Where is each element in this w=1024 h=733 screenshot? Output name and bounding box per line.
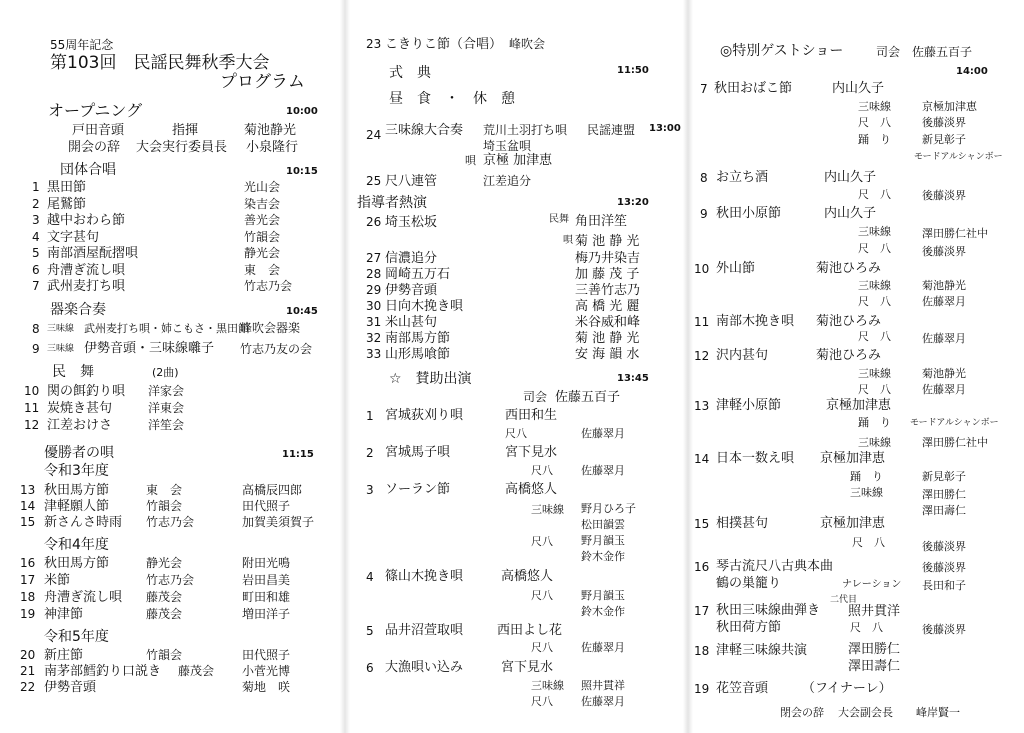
program-text: 加 藤 茂 子	[575, 267, 640, 282]
program-text: 荒川土羽打ち唄	[483, 123, 568, 137]
program-text: 尺八	[531, 535, 553, 548]
program-text: 秋田小原節	[716, 206, 782, 221]
program-text: 江差おけさ	[47, 418, 113, 433]
program-text: 秋田三味線曲弾き	[716, 603, 821, 618]
program-text: 佐藤五百子	[555, 390, 621, 405]
program-text: 内山久子	[832, 81, 885, 96]
program-text: 令和5年度	[44, 629, 109, 645]
program-text: 尺八	[531, 464, 553, 477]
program-text: 京極加津恵	[820, 451, 886, 466]
program-text: 31	[366, 315, 382, 329]
program-text: 尺八	[505, 427, 527, 440]
program-text: 澤田壽仁	[922, 504, 966, 517]
program-text: 27	[366, 251, 382, 265]
program-text: 田代照子	[242, 499, 291, 513]
program-text: 民 舞	[52, 364, 94, 380]
program-text: 三味線	[47, 324, 75, 334]
program-text: 後藤淡界	[922, 245, 966, 258]
program-text: 花笠音頭	[716, 681, 769, 696]
program-text: 13:00	[649, 123, 681, 134]
program-text: 17	[694, 604, 710, 618]
program-text: 岡崎五万石	[385, 267, 451, 282]
program-text: お立ち酒	[716, 170, 769, 185]
program-text: 後藤淡界	[922, 561, 966, 574]
program-text: 32	[366, 331, 382, 345]
program-text: 戸田音頭	[72, 123, 125, 138]
program-text: 南部馬方節	[385, 331, 451, 346]
program-text: 14:00	[956, 66, 988, 77]
program-text: 3	[366, 483, 374, 497]
program-text: 19	[694, 682, 710, 696]
program-text: 5	[32, 246, 40, 260]
program-text: 10	[694, 262, 710, 276]
program-text: 竹韻会	[146, 499, 183, 513]
program-text: 野月韻玉	[581, 589, 625, 602]
program-text: 染吉会	[244, 197, 281, 211]
program-text: 6	[32, 263, 40, 277]
program-text: 光山会	[244, 180, 281, 194]
program-text: 鈴木金作	[581, 605, 625, 618]
program-text: 13:20	[617, 197, 649, 208]
program-text: 16	[694, 560, 710, 574]
program-text: 後藤淡界	[922, 623, 966, 636]
program-text: 19	[20, 607, 36, 621]
program-text: 33	[366, 347, 382, 361]
program-text: 日本一数え唄	[716, 451, 795, 466]
program-text: 踊 り	[858, 133, 891, 146]
program-text: ソーラン節	[385, 482, 451, 497]
program-text: (2曲)	[152, 366, 179, 379]
program-text: 竹韻会	[244, 230, 281, 244]
program-text: 藤茂会	[178, 664, 215, 678]
program-text: 7	[700, 82, 708, 96]
program-text: 4	[32, 230, 40, 244]
program-text: 15	[20, 515, 36, 529]
program-text: 越中おわら節	[47, 213, 126, 228]
program-text: 30	[366, 299, 382, 313]
program-text: 22	[20, 680, 36, 694]
program-text: 後藤淡界	[922, 116, 966, 129]
program-text: 14	[694, 452, 710, 466]
program-text: 三善竹志乃	[575, 283, 641, 298]
program-text: 式 典	[389, 65, 431, 81]
program-text: 京極加津恵	[826, 398, 892, 413]
program-text: 伊勢音頭	[44, 680, 97, 695]
program-text: 野月ひろ子	[581, 502, 636, 515]
program-text: 菊池ひろみ	[816, 314, 882, 329]
program-text: 津軽願人節	[44, 499, 110, 514]
program-text: 三味線	[858, 436, 891, 449]
program-text: 7	[32, 279, 40, 293]
program-text: 三味線大合奏	[385, 123, 464, 138]
program-text: 8	[32, 322, 40, 336]
program-text: 25	[366, 174, 382, 188]
program-text: 峰吹会器楽	[240, 321, 301, 335]
program-text: 尺八	[531, 641, 553, 654]
program-text: 静光会	[244, 246, 281, 260]
program-text: 11	[24, 401, 40, 415]
program-text: 唄	[465, 154, 476, 167]
program-text: 沢内甚句	[716, 348, 769, 363]
program-text: モードアルシャンボー	[910, 418, 999, 428]
program-text: 高 橋 光 麗	[575, 299, 640, 314]
program-text: 東 会	[146, 483, 183, 497]
program-text: 9	[32, 342, 40, 356]
program-text: 宮下見水	[505, 445, 558, 460]
program-text: 野月韻玉	[581, 534, 625, 547]
program-text: 三味線	[47, 344, 75, 354]
program-text: 津軽小原節	[716, 398, 782, 413]
program-text: 4	[366, 570, 374, 584]
program-text: 伊勢音頭	[385, 283, 438, 298]
program-text: 竹志乃友の会	[240, 342, 313, 356]
program-text: 津軽三味線共演	[716, 643, 808, 658]
program-text: 23	[366, 37, 382, 51]
program-text: 三味線	[858, 367, 891, 380]
program-text: 峰吹会	[509, 37, 546, 51]
program-text: 29	[366, 283, 382, 297]
program-text: 小泉隆行	[246, 140, 299, 155]
program-text: 藤茂会	[146, 590, 183, 604]
program-text: 照井貫祥	[581, 679, 625, 692]
program-text: 品井沼萱取唄	[385, 623, 464, 638]
program-text: 民謡連盟	[587, 123, 636, 137]
program-text: 16	[20, 556, 36, 570]
program-text: 佐藤五百子	[912, 45, 973, 59]
program-text: 大漁唄い込み	[385, 660, 464, 675]
program-text: 三味線	[858, 100, 891, 113]
program-text: 相撲甚句	[716, 516, 769, 531]
program-text: 南部木挽き唄	[716, 314, 795, 329]
program-text: 三味線	[858, 225, 891, 238]
program-text: 15	[694, 517, 710, 531]
program-text: 高橋悠人	[501, 569, 554, 584]
program-text: 三味線	[531, 679, 564, 692]
program-text: 竹志乃会	[244, 279, 293, 293]
program-text: 澤田壽仁	[848, 659, 901, 674]
program-text: 山形馬喰節	[385, 347, 451, 362]
program-text: 澤田勝仁	[848, 642, 901, 657]
program-text: 新見彰子	[922, 470, 966, 483]
program-text: 内山久子	[824, 206, 877, 221]
program-text: 昼 食 ・ 休 憩	[389, 91, 515, 107]
program-text: 埼玉盆唄	[483, 139, 532, 153]
program-text: 竹韻会	[146, 648, 183, 662]
program-text: 岩田昌美	[242, 573, 291, 587]
program-text: 菊池静光	[922, 279, 966, 292]
program-text: 17	[20, 573, 36, 587]
program-text: ナレーション	[842, 579, 902, 590]
program-text: 町田和雄	[242, 590, 291, 604]
program-text: 佐藤翠月	[581, 427, 625, 440]
program-text: 菊池ひろみ	[816, 261, 882, 276]
program-text: 秋田荷方節	[716, 620, 782, 635]
program-text: 尺八	[531, 695, 553, 708]
program-text: 三味線	[531, 503, 564, 516]
program-text: 洋東会	[148, 401, 185, 415]
right-panel	[690, 0, 1024, 733]
program-text: 14	[20, 499, 36, 513]
program-text: 10:45	[286, 306, 318, 317]
program-text: 秋田おばこ節	[714, 81, 793, 96]
program-text: ☆ 賛助出演	[389, 371, 472, 387]
program-text: 尺 八	[858, 383, 891, 396]
program-text: 埼玉松坂	[385, 215, 438, 230]
program-text: 附田光鳴	[242, 556, 291, 570]
program-text: 指揮	[172, 123, 199, 138]
program-text: 澤田勝仁	[922, 488, 966, 501]
program-text: 米山甚句	[385, 315, 438, 330]
program-text: 峰岸賢一	[916, 706, 960, 719]
program-text: 1	[366, 409, 374, 423]
program-text: ◎特別ゲストショー	[720, 43, 844, 59]
program-text: 開会の辞	[68, 140, 121, 155]
program-text: 小菅光博	[242, 664, 291, 678]
program-text: 菊池ひろみ	[816, 348, 882, 363]
program-text: 12	[24, 418, 40, 432]
program-text: 尺 八	[852, 536, 885, 549]
program-text: 11:50	[617, 65, 649, 76]
program-text: 加賀美須賀子	[242, 515, 315, 529]
program-text: 菊 池 静 光	[575, 331, 640, 346]
program-text: 松田韻雲	[581, 518, 625, 531]
program-text: 神津節	[44, 607, 84, 622]
program-text: 18	[20, 590, 36, 604]
program-text: 5	[366, 624, 374, 638]
program-text: 55周年記念	[50, 38, 114, 52]
program-text: 洋家会	[148, 384, 185, 398]
program-text: 尺 八	[858, 188, 891, 201]
program-text: 澤田勝仁社中	[922, 227, 988, 240]
program-text: 尺八連管	[385, 174, 438, 189]
program-text: 西田和生	[505, 408, 558, 423]
program-text: 江差追分	[483, 174, 532, 188]
program-text: 琴古流尺八古典本曲	[716, 559, 834, 574]
program-text: 2	[32, 197, 40, 211]
program-text: 長田和子	[922, 579, 966, 592]
program-text: 尺 八	[858, 242, 891, 255]
program-text: 令和3年度	[44, 463, 109, 479]
program-text: 9	[700, 207, 708, 221]
program-text: 角田洋笙	[575, 214, 628, 229]
program-text: 照井貫洋	[848, 604, 901, 619]
program-text: （フイナーレ）	[802, 681, 892, 696]
program-text: 13	[694, 399, 710, 413]
program-text: 優勝者の唄	[44, 445, 114, 461]
program-text: 8	[700, 171, 708, 185]
program-text: 10	[24, 384, 40, 398]
program-text: 炭焼き甚句	[47, 401, 113, 416]
program-text: 13	[20, 483, 36, 497]
program-text: 洋笙会	[148, 418, 185, 432]
program-text: 梅乃井染吉	[575, 251, 641, 266]
program-text: 安 海 韻 水	[575, 347, 640, 362]
program-text: 南茅部鱈釣り口説き	[44, 664, 162, 679]
program-text: 菊池静光	[244, 123, 297, 138]
program-text: 6	[366, 661, 374, 675]
program-text: 二代目	[830, 595, 858, 605]
program-text: 新見彰子	[922, 133, 966, 146]
program-text: 関の餌釣り唄	[47, 384, 126, 399]
program-text: 18	[694, 644, 710, 658]
program-text: 器楽合奏	[50, 302, 106, 318]
program-text: 菊 池 静 光	[575, 234, 640, 249]
program-text: 3	[32, 213, 40, 227]
program-text: 20	[20, 648, 36, 662]
program-text: 高橋悠人	[505, 482, 558, 497]
program-text: 竹志乃会	[146, 573, 195, 587]
program-text: 26	[366, 215, 382, 229]
program-text: 藤茂会	[146, 607, 183, 621]
program-text: 篠山木挽き唄	[385, 569, 464, 584]
program-text: 秋田馬方節	[44, 556, 110, 571]
program-text: 秋田馬方節	[44, 483, 110, 498]
program-text: 踊 り	[850, 470, 883, 483]
program-text: 新さんさ時雨	[44, 515, 123, 530]
program-text: 宮城荻刈り唄	[385, 408, 464, 423]
program-text: 大会副会長	[838, 706, 893, 719]
program-text: 鈴木金作	[581, 550, 625, 563]
program-text: 黒田節	[47, 180, 87, 195]
program-text: 菊池静光	[922, 367, 966, 380]
left-panel	[0, 0, 345, 733]
program-text: 10:15	[286, 166, 318, 177]
program-text: 佐藤翠月	[922, 295, 966, 308]
program-text: 日向木挽き唄	[385, 299, 464, 314]
program-text: プログラム	[220, 72, 305, 92]
program-text: 司会	[876, 45, 901, 59]
program-text: 司会	[523, 390, 548, 404]
program-text: 佐藤翠月	[581, 695, 625, 708]
program-text: 善光会	[244, 213, 281, 227]
program-text: 佐藤翠月	[581, 464, 625, 477]
program-text: 内山久子	[824, 170, 877, 185]
program-text: 13:45	[617, 373, 649, 384]
program-text: 田代照子	[242, 648, 291, 662]
program-text: 澤田勝仁社中	[922, 436, 988, 449]
program-text: 文字甚句	[47, 230, 100, 245]
program-text: 11	[694, 315, 710, 329]
program-text: オープニング	[48, 101, 143, 120]
program-text: 舟漕ぎ流し唄	[44, 590, 123, 605]
program-text: 11:15	[282, 449, 314, 460]
program-text: 佐藤翠月	[922, 332, 966, 345]
program-text: 2	[366, 446, 374, 460]
program-text: 竹志乃会	[146, 515, 195, 529]
program-text: 宮下見水	[501, 660, 554, 675]
program-text: モードアルシャンボー	[914, 152, 1003, 162]
program-text: こきりこ節（合唱）	[385, 37, 503, 52]
program-text: 米節	[44, 573, 71, 588]
program-text: 踊 り	[858, 416, 891, 429]
program-text: 12	[694, 349, 710, 363]
program-text: 令和4年度	[44, 537, 109, 553]
program-text: 増田洋子	[242, 607, 291, 621]
program-text: 東 会	[244, 263, 281, 277]
program-text: 大会実行委員長	[136, 140, 228, 155]
program-text: 武州麦打ち唄・姉こもさ・黒田節	[84, 322, 249, 335]
program-text: 民舞	[549, 214, 569, 225]
program-text: 後藤淡界	[922, 189, 966, 202]
program-text: 指導者熱演	[357, 195, 427, 211]
program-text: 新庄節	[44, 648, 84, 663]
program-text: 武州麦打ち唄	[47, 279, 126, 294]
program-text: 28	[366, 267, 382, 281]
program-text: 三味線	[858, 279, 891, 292]
program-text: 伊勢音頭・三味線囃子	[84, 341, 215, 356]
program-text: 高橋辰四郎	[242, 483, 303, 497]
program-text: 京極加津恵	[922, 100, 977, 113]
program-text: 尺 八	[858, 116, 891, 129]
middle-panel	[345, 0, 690, 733]
program-text: 1	[32, 180, 40, 194]
program-text: 団体合唱	[60, 162, 116, 178]
program-text: 京極加津恵	[820, 516, 886, 531]
program-text: 静光会	[146, 556, 183, 570]
program-text: 米谷威和峰	[575, 315, 641, 330]
program-text: 尺 八	[850, 621, 883, 634]
program-text: 尺 八	[858, 330, 891, 343]
program-text: 10:00	[286, 106, 318, 117]
program-text: 西田よし花	[497, 623, 563, 638]
program-text: 鶴の巣籠り	[716, 576, 782, 591]
program-text: 尺八	[531, 589, 553, 602]
program-text: 南部酒屋酛摺唄	[47, 246, 139, 261]
program-text: 京極 加津恵	[483, 153, 553, 168]
program-text: 唄	[563, 235, 573, 246]
program-text: 24	[366, 128, 382, 142]
program-text: 菊地 咲	[242, 680, 291, 694]
program-text: 佐藤翠月	[581, 641, 625, 654]
program-text: 信濃追分	[385, 251, 438, 266]
program-text: 舟漕ぎ流し唄	[47, 263, 126, 278]
program-text: 佐藤翠月	[922, 383, 966, 396]
program-text: 外山節	[716, 261, 756, 276]
program-text: 閉会の辞	[780, 706, 824, 719]
program-text: 尺 八	[858, 295, 891, 308]
program-text: 尾鷲節	[47, 197, 87, 212]
program-text: 21	[20, 664, 36, 678]
program-text: 宮城馬子唄	[385, 445, 451, 460]
program-text: 第103回 民謡民舞秋季大会	[50, 53, 270, 73]
program-text: 後藤淡界	[922, 540, 966, 553]
program-text: 三味線	[850, 486, 883, 499]
